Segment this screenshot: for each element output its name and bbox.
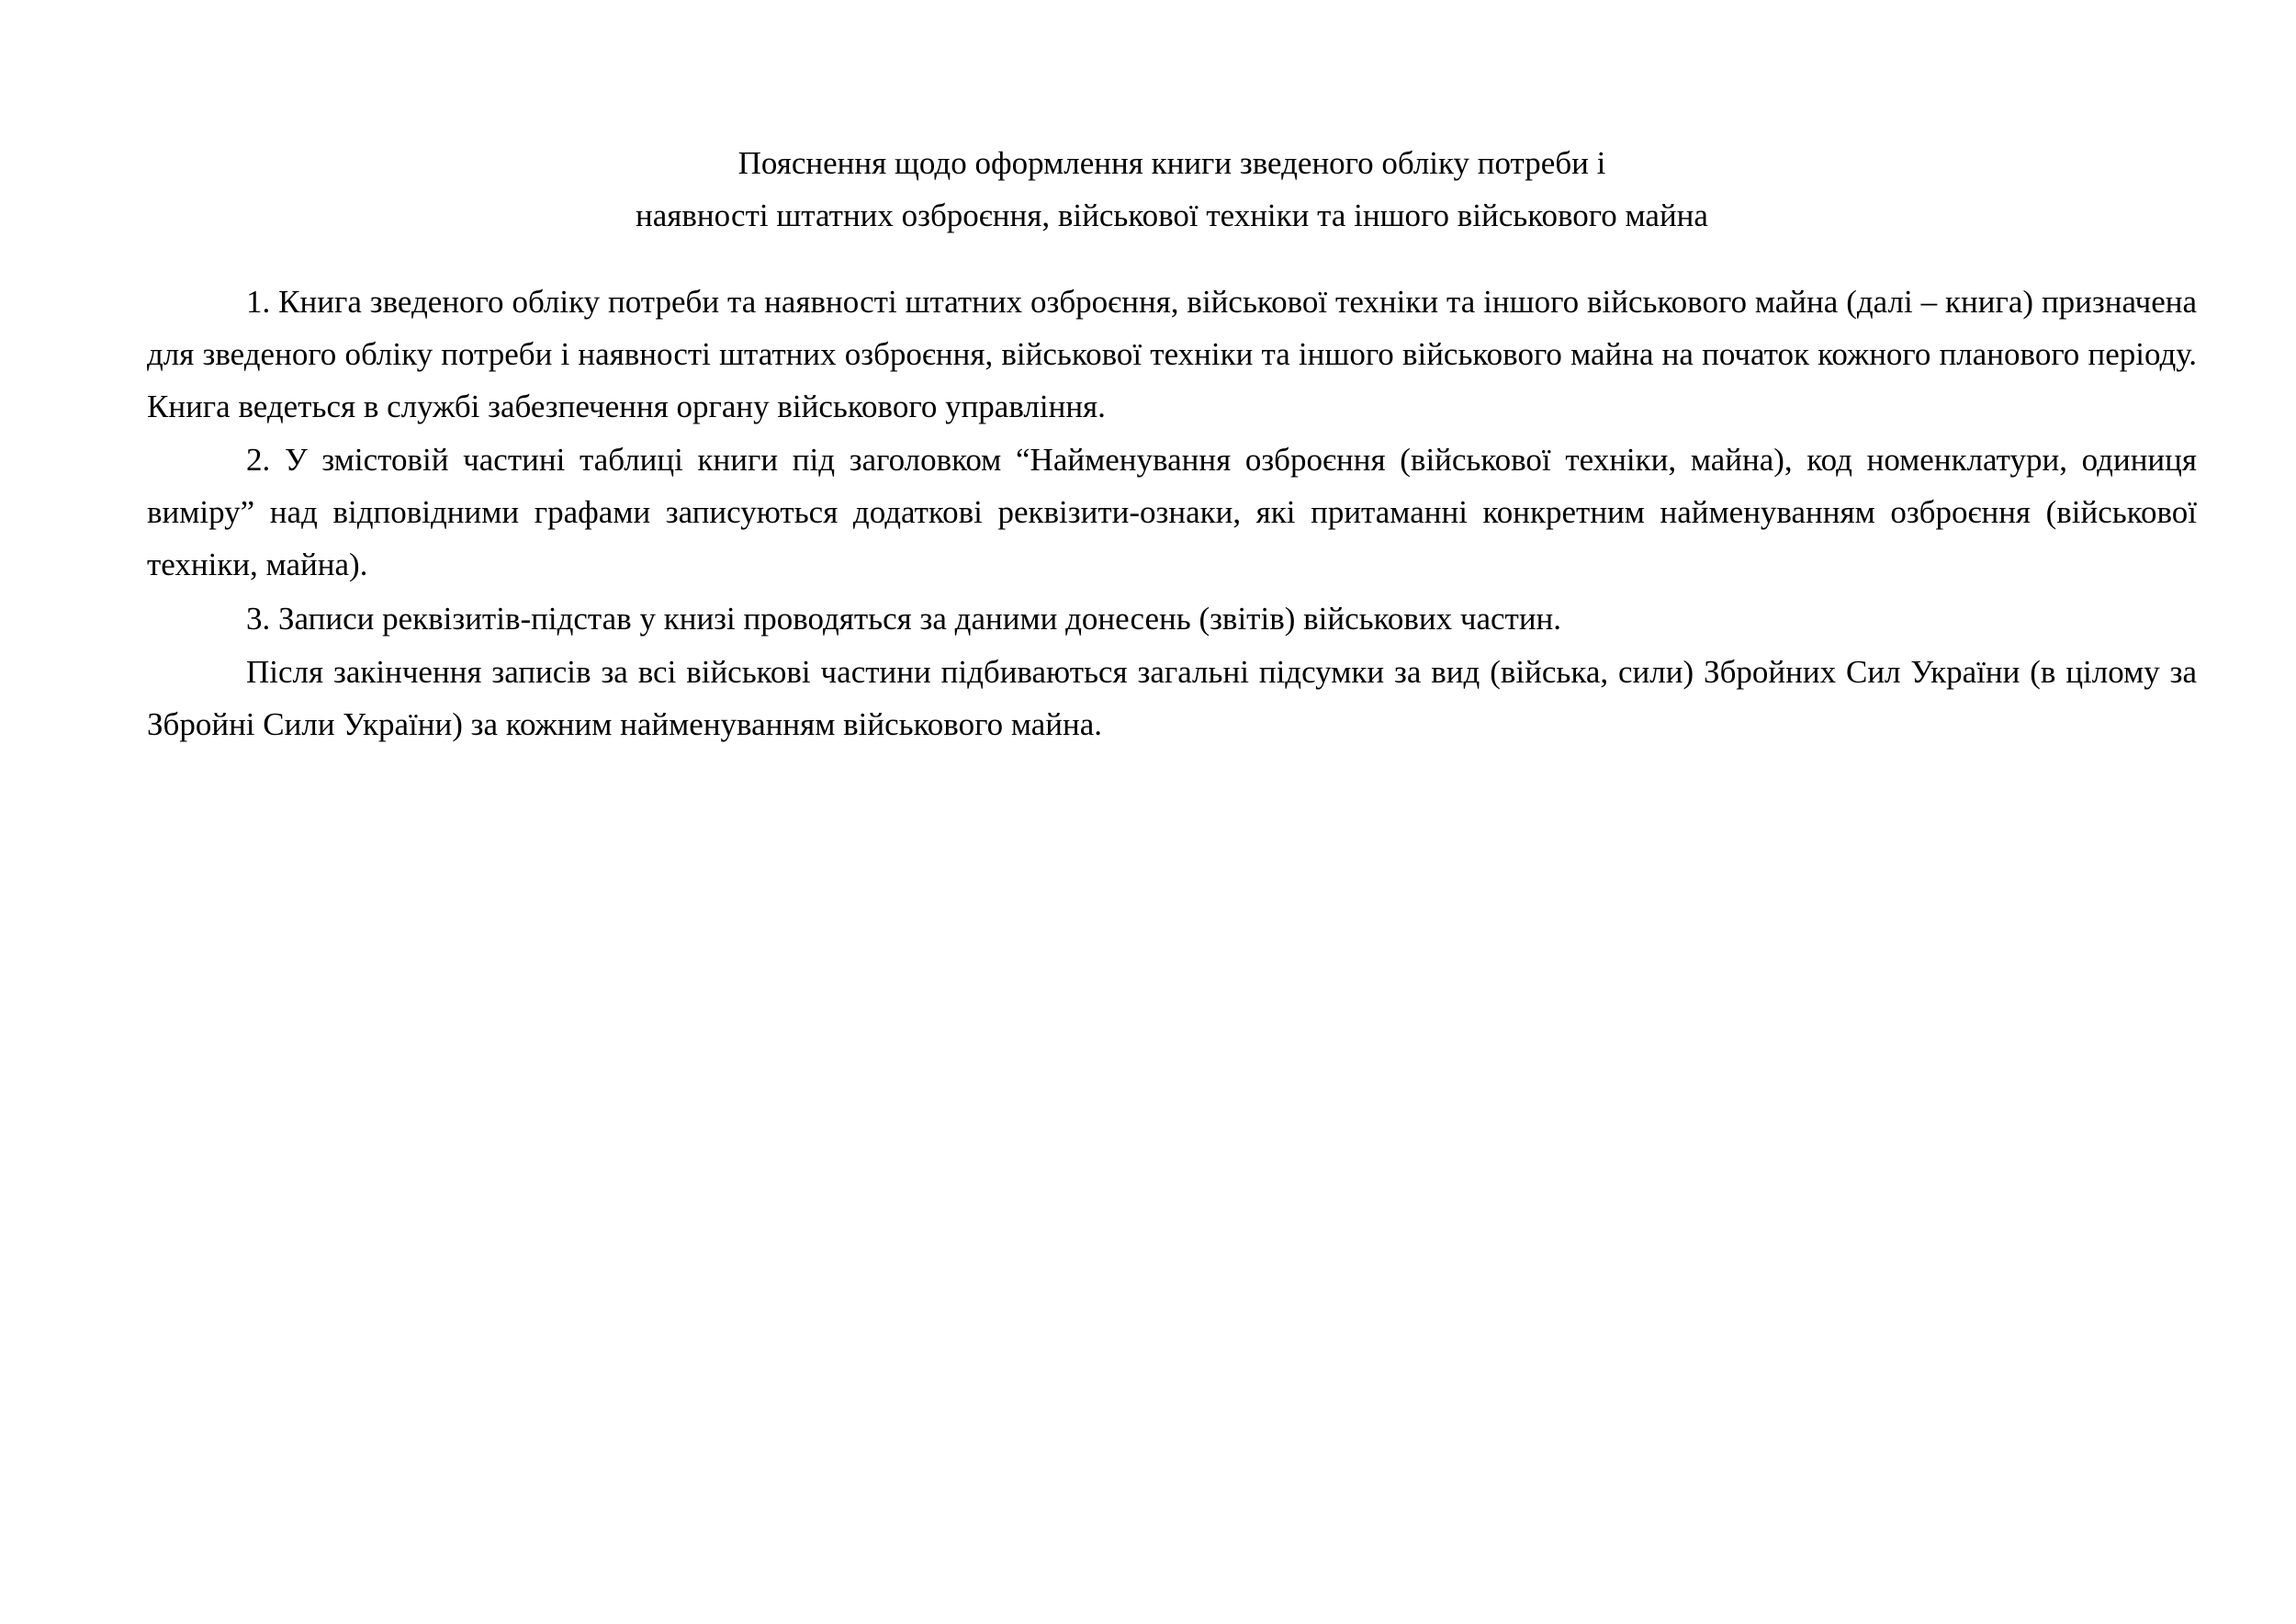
paragraph-2: 2. У змістовій частині таблиці книги під заголовком “Найменування озброєння (військової техніки, майна), код номенклатури, одиниця виміру” над відповідними графами записуються додаткові реквізити-ознаки, які притаманні конкретним найменуванням озброєння (військової техніки, майна). bbox=[147, 442, 2197, 582]
paragraph-1: 1. Книга зведеного обліку потреби та наявності штатних озброєння, військової техніки та іншого військового майна (далі – книга) призначена для зведеного обліку потреби і наявності штатних озброєння, військової техніки та іншого військового майна на початок кожного планового періоду. Книга ведеться в службі забезпечення органу військового управління. bbox=[147, 284, 2197, 424]
paragraph-3: 3. Записи реквізитів-підстав у книзі проводяться за даними донесень (звітів) військових частин. bbox=[246, 600, 1562, 637]
document-body bbox=[147, 276, 2197, 750]
page-title-line-1: Пояснення щодо оформлення книги зведеного обліку потреби і bbox=[737, 145, 1606, 181]
paragraph-4: Після закінчення записів за всі військові частини підбиваються загальні підсумки за вид (війська, сили) Збройних Сил України (в цілому за Збройні Сили України) за кожним найменуванням військового майна. bbox=[147, 654, 2197, 742]
page-title bbox=[299, 138, 2044, 242]
page-title-line-2: наявності штатних озброєння, військової техніки та іншого військового майна bbox=[636, 197, 1708, 233]
